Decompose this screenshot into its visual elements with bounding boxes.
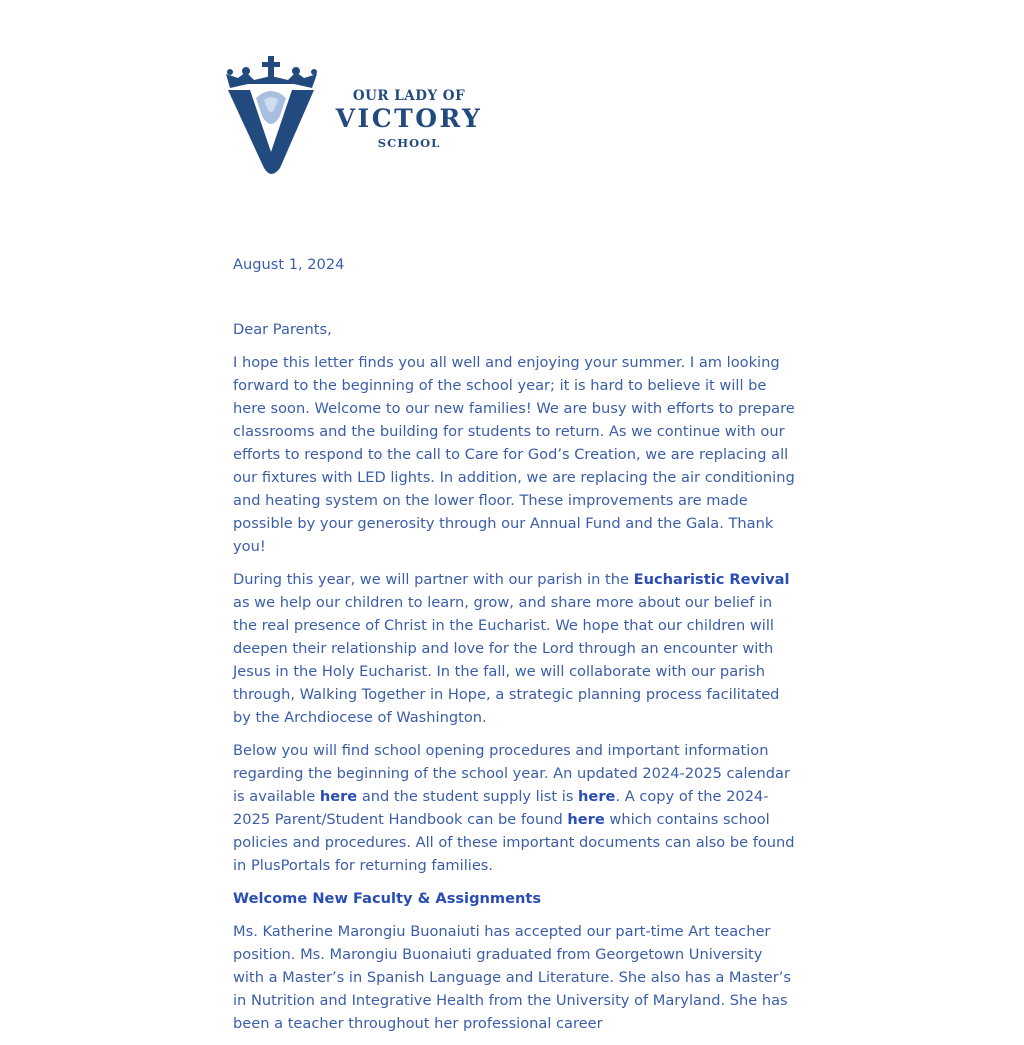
text: as we help our children to learn, grow, and share more about our belief in the real presence of Christ in the Eucharist. We hope that our children will deepen their relationship and love for the Lord through an encounter with Jesus in the Holy Eucharist. In the fall, we will collaborate with our parish through, Walking Together in Hope, a strategic planning process facilitated by the Archdiocese of Washington.: [233, 594, 780, 726]
heading-text: Welcome New Faculty & Assignments: [233, 890, 542, 907]
paragraph-2: [233, 568, 797, 729]
section-heading: [233, 887, 797, 910]
text: . A copy of the 2024-2025 Parent/Student Handbook can be found: [233, 788, 769, 828]
logo-line-1: OUR LADY OF: [352, 88, 466, 104]
supply-list-link[interactable]: here: [578, 788, 616, 805]
calendar-link[interactable]: here: [319, 788, 358, 805]
logo-line-3: SCHOOL: [377, 136, 441, 150]
eucharistic-revival-emphasis: Eucharistic Revival: [633, 571, 790, 588]
paragraph-4: Ms. Katherine Marongiu Buonaiuti has accepted our part-time Art teacher position. Ms. Marongiu Buonaiuti graduated from Georgetown University with a Master’s in Spanish Language and Literature. She also has a Master’s in Nutrition and Integrative Health from the University of Maryland. She has been a teacher throughout her professional career: [233, 923, 791, 1032]
crown-v-emblem-icon: [224, 54, 334, 178]
salutation: Dear Parents,: [233, 321, 332, 338]
school-name: [333, 88, 485, 150]
letter-date: August 1, 2024: [233, 256, 345, 273]
paragraph-3: [233, 739, 797, 877]
text: Below you will find school opening procedures and important information regarding the beginning of the school year. An updated 2024-2025 calendar is available: [233, 742, 790, 805]
text: which contains school policies and procedures. All of these important documents can also be found in PlusPortals for returning families.: [233, 811, 795, 874]
paragraph-1: I hope this letter finds you all well and enjoying your summer. I am looking forward to the beginning of the school year; it is hard to believe it will be here soon. Welcome to our new families! We are busy with efforts to prepare classrooms and the building for students to return. As we continue with our efforts to respond to the call to Care for God’s Creation, we are replacing all our fixtures with LED lights. In addition, we are replacing the air conditioning and heating system on the lower floor. These improvements are made possible by your generosity through our Annual Fund and the Gala. Thank you!: [233, 354, 795, 555]
text: During this year, we will partner with our parish in the: [233, 571, 634, 588]
text: and the student supply list is: [357, 788, 579, 805]
letter-body: [233, 253, 797, 1045]
logo-line-2: VICTORY: [335, 104, 483, 133]
handbook-link[interactable]: here: [567, 811, 605, 828]
